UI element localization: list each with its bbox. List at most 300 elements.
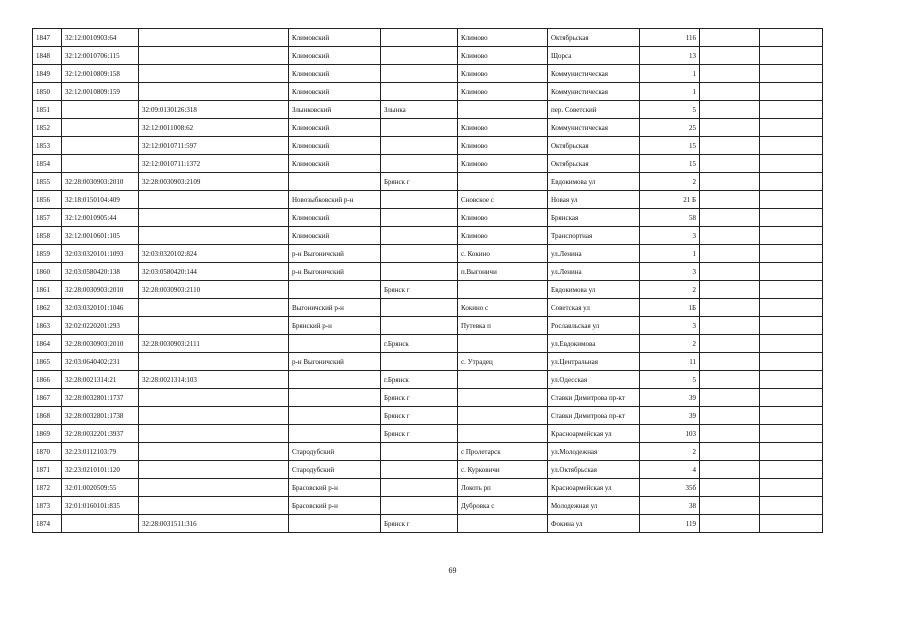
street-cell: Щорса xyxy=(548,47,640,65)
street-cell: Новая ул xyxy=(548,191,640,209)
settlement-cell: Кокино с xyxy=(458,299,548,317)
settlement-cell: Климово xyxy=(458,227,548,245)
district-cell xyxy=(289,371,381,389)
house-number-cell: 15 xyxy=(640,155,700,173)
house-number-cell: 39 xyxy=(640,389,700,407)
cadastral-number-cell: 32:12:0010903:64 xyxy=(62,29,139,47)
table-row xyxy=(33,173,823,191)
city-cell xyxy=(381,263,458,281)
street-cell: ул.Евдокимова xyxy=(548,335,640,353)
district-cell: Климовский xyxy=(289,119,381,137)
cadastral-number-2-cell xyxy=(139,389,289,407)
cadastral-number-cell: 32:12:0010809:158 xyxy=(62,65,139,83)
row-number-cell: 1855 xyxy=(33,173,62,191)
page-number: 69 xyxy=(448,566,457,575)
district-cell: Брасовский р-н xyxy=(289,479,381,497)
cadastral-number-2-cell: 32:28:0030903:2111 xyxy=(139,335,289,353)
table-row xyxy=(33,317,823,335)
house-number-cell: 1Б xyxy=(640,299,700,317)
cadastral-number-cell xyxy=(62,101,139,119)
table-row xyxy=(33,353,823,371)
extra-cell-1 xyxy=(700,191,760,209)
cadastral-number-2-cell xyxy=(139,191,289,209)
cadastral-number-cell: 32:28:0030903:2010 xyxy=(62,173,139,191)
district-cell: Брянский р-н xyxy=(289,317,381,335)
extra-cell-1 xyxy=(700,515,760,533)
street-cell: ул.Центральная xyxy=(548,353,640,371)
extra-cell-2 xyxy=(760,191,823,209)
cadastral-number-2-cell: 32:28:0021314:103 xyxy=(139,371,289,389)
row-number-cell: 1856 xyxy=(33,191,62,209)
table-row xyxy=(33,191,823,209)
row-number-cell: 1853 xyxy=(33,137,62,155)
extra-cell-1 xyxy=(700,245,760,263)
street-cell: ул.Ленина xyxy=(548,263,640,281)
cadastral-number-cell: 32:12:0010601:105 xyxy=(62,227,139,245)
city-cell xyxy=(381,299,458,317)
table-row xyxy=(33,137,823,155)
settlement-cell: Климово xyxy=(458,29,548,47)
settlement-cell: п.Выгоничи xyxy=(458,263,548,281)
street-cell: Октябрьская xyxy=(548,29,640,47)
district-cell: Климовский xyxy=(289,227,381,245)
table-row xyxy=(33,425,823,443)
district-cell: Климовский xyxy=(289,65,381,83)
house-number-cell: 2 xyxy=(640,443,700,461)
cadastral-number-2-cell xyxy=(139,299,289,317)
street-cell: Транспортная xyxy=(548,227,640,245)
settlement-cell: Климово xyxy=(458,65,548,83)
row-number-cell: 1861 xyxy=(33,281,62,299)
cadastral-number-cell: 32:28:0032801:1737 xyxy=(62,389,139,407)
extra-cell-1 xyxy=(700,101,760,119)
extra-cell-2 xyxy=(760,497,823,515)
extra-cell-1 xyxy=(700,263,760,281)
district-cell: Климовский xyxy=(289,29,381,47)
row-number-cell: 1847 xyxy=(33,29,62,47)
extra-cell-2 xyxy=(760,317,823,335)
row-number-cell: 1852 xyxy=(33,119,62,137)
table-row xyxy=(33,83,823,101)
cadastral-number-2-cell xyxy=(139,83,289,101)
table-row xyxy=(33,227,823,245)
row-number-cell: 1851 xyxy=(33,101,62,119)
row-number-cell: 1850 xyxy=(33,83,62,101)
cadastral-number-cell: 32:28:0030903:2010 xyxy=(62,281,139,299)
street-cell: Коммунистическая xyxy=(548,119,640,137)
district-cell: р-н Выгоничский xyxy=(289,263,381,281)
extra-cell-2 xyxy=(760,245,823,263)
table-row xyxy=(33,299,823,317)
table-row xyxy=(33,497,823,515)
district-cell: Стародубский xyxy=(289,443,381,461)
settlement-cell xyxy=(458,425,548,443)
cadastral-number-cell: 32:03:0580420:138 xyxy=(62,263,139,281)
house-number-cell: 3 xyxy=(640,227,700,245)
street-cell: пер. Советский xyxy=(548,101,640,119)
cadastral-number-2-cell xyxy=(139,317,289,335)
row-number-cell: 1860 xyxy=(33,263,62,281)
cadastral-number-2-cell: 32:09:0130126:318 xyxy=(139,101,289,119)
street-cell: Рославльская ул xyxy=(548,317,640,335)
street-cell: ул.Молодежная xyxy=(548,443,640,461)
settlement-cell: Локоть рп xyxy=(458,479,548,497)
cadastral-number-cell: 32:28:0021314:21 xyxy=(62,371,139,389)
row-number-cell: 1867 xyxy=(33,389,62,407)
table-row xyxy=(33,335,823,353)
cadastral-number-2-cell xyxy=(139,227,289,245)
city-cell: г.Брянск xyxy=(381,335,458,353)
district-cell: р-н Выгоничский xyxy=(289,245,381,263)
district-cell: Выгоничский р-н xyxy=(289,299,381,317)
cadastral-number-2-cell xyxy=(139,65,289,83)
settlement-cell xyxy=(458,335,548,353)
table-row xyxy=(33,371,823,389)
cadastral-number-2-cell: 32:28:0030903:2109 xyxy=(139,173,289,191)
street-cell: Фокина ул xyxy=(548,515,640,533)
row-number-cell: 1872 xyxy=(33,479,62,497)
settlement-cell xyxy=(458,371,548,389)
street-cell: Советская ул xyxy=(548,299,640,317)
settlement-cell xyxy=(458,281,548,299)
cadastral-number-2-cell xyxy=(139,29,289,47)
row-number-cell: 1874 xyxy=(33,515,62,533)
extra-cell-1 xyxy=(700,299,760,317)
table-row xyxy=(33,47,823,65)
house-number-cell: 3 xyxy=(640,317,700,335)
house-number-cell: 3 xyxy=(640,263,700,281)
city-cell xyxy=(381,191,458,209)
cadastral-number-2-cell: 32:03:0320102:824 xyxy=(139,245,289,263)
district-cell: Климовский xyxy=(289,83,381,101)
house-number-cell: 39 xyxy=(640,407,700,425)
settlement-cell: Климово xyxy=(458,119,548,137)
extra-cell-1 xyxy=(700,461,760,479)
extra-cell-1 xyxy=(700,497,760,515)
city-cell xyxy=(381,29,458,47)
settlement-cell: Дубровка с xyxy=(458,497,548,515)
cadastral-number-cell: 32:28:0032801:1738 xyxy=(62,407,139,425)
district-cell xyxy=(289,335,381,353)
house-number-cell: 58 xyxy=(640,209,700,227)
cadastral-number-2-cell xyxy=(139,497,289,515)
house-number-cell: 2 xyxy=(640,281,700,299)
cadastral-number-2-cell: 32:12:0010711:597 xyxy=(139,137,289,155)
house-number-cell: 2 xyxy=(640,173,700,191)
street-cell: ул.Ленина xyxy=(548,245,640,263)
extra-cell-2 xyxy=(760,299,823,317)
extra-cell-2 xyxy=(760,137,823,155)
city-cell: Брянск г xyxy=(381,389,458,407)
table-row xyxy=(33,443,823,461)
cadastral-number-2-cell: 32:28:0031511:316 xyxy=(139,515,289,533)
extra-cell-2 xyxy=(760,119,823,137)
extra-cell-2 xyxy=(760,425,823,443)
city-cell: Брянск г xyxy=(381,173,458,191)
row-number-cell: 1865 xyxy=(33,353,62,371)
house-number-cell: 35б xyxy=(640,479,700,497)
table-row xyxy=(33,407,823,425)
row-number-cell: 1869 xyxy=(33,425,62,443)
cadastral-number-cell: 32:02:0220201:293 xyxy=(62,317,139,335)
cadastral-number-cell: 32:23:0112103:79 xyxy=(62,443,139,461)
city-cell xyxy=(381,47,458,65)
table-row xyxy=(33,245,823,263)
city-cell xyxy=(381,479,458,497)
cadastral-number-2-cell xyxy=(139,47,289,65)
settlement-cell xyxy=(458,389,548,407)
extra-cell-1 xyxy=(700,119,760,137)
city-cell xyxy=(381,137,458,155)
district-cell xyxy=(289,173,381,191)
settlement-cell: Климово xyxy=(458,47,548,65)
table-row xyxy=(33,101,823,119)
cadastral-number-cell: 32:03:0320101:1046 xyxy=(62,299,139,317)
extra-cell-2 xyxy=(760,65,823,83)
house-number-cell: 5 xyxy=(640,371,700,389)
cadastral-number-cell: 32:23:0210101:120 xyxy=(62,461,139,479)
district-cell: Злынковский xyxy=(289,101,381,119)
house-number-cell: 1 xyxy=(640,245,700,263)
extra-cell-2 xyxy=(760,461,823,479)
extra-cell-1 xyxy=(700,155,760,173)
street-cell: Брянская xyxy=(548,209,640,227)
table-row xyxy=(33,263,823,281)
extra-cell-2 xyxy=(760,47,823,65)
city-cell xyxy=(381,353,458,371)
city-cell xyxy=(381,245,458,263)
settlement-cell xyxy=(458,173,548,191)
district-cell xyxy=(289,425,381,443)
table-row xyxy=(33,281,823,299)
row-number-cell: 1848 xyxy=(33,47,62,65)
extra-cell-1 xyxy=(700,407,760,425)
house-number-cell: 2 xyxy=(640,335,700,353)
street-cell: Молодежная ул xyxy=(548,497,640,515)
extra-cell-1 xyxy=(700,47,760,65)
house-number-cell: 1 xyxy=(640,83,700,101)
city-cell: Брянск г xyxy=(381,281,458,299)
row-number-cell: 1871 xyxy=(33,461,62,479)
row-number-cell: 1854 xyxy=(33,155,62,173)
row-number-cell: 1849 xyxy=(33,65,62,83)
extra-cell-1 xyxy=(700,389,760,407)
extra-cell-1 xyxy=(700,209,760,227)
cadastral-number-cell xyxy=(62,137,139,155)
cadastral-number-2-cell xyxy=(139,353,289,371)
settlement-cell: Климово xyxy=(458,137,548,155)
registry-table-body xyxy=(33,29,823,533)
extra-cell-1 xyxy=(700,65,760,83)
row-number-cell: 1873 xyxy=(33,497,62,515)
street-cell: ул.Октябрьская xyxy=(548,461,640,479)
table-row xyxy=(33,461,823,479)
extra-cell-2 xyxy=(760,83,823,101)
table-row xyxy=(33,155,823,173)
extra-cell-2 xyxy=(760,515,823,533)
district-cell: р-н Выгоничский xyxy=(289,353,381,371)
street-cell: Евдокимова ул xyxy=(548,281,640,299)
settlement-cell: Сновское с xyxy=(458,191,548,209)
house-number-cell: 25 xyxy=(640,119,700,137)
street-cell: Коммунистическая xyxy=(548,83,640,101)
settlement-cell xyxy=(458,515,548,533)
city-cell xyxy=(381,317,458,335)
cadastral-number-cell: 32:03:0320101:1093 xyxy=(62,245,139,263)
extra-cell-2 xyxy=(760,443,823,461)
house-number-cell: 116 xyxy=(640,29,700,47)
city-cell: Брянск г xyxy=(381,407,458,425)
district-cell: Новозыбковский р-н xyxy=(289,191,381,209)
district-cell: Климовский xyxy=(289,209,381,227)
house-number-cell: 11 xyxy=(640,353,700,371)
extra-cell-1 xyxy=(700,443,760,461)
house-number-cell: 13 xyxy=(640,47,700,65)
house-number-cell: 103 xyxy=(640,425,700,443)
street-cell: ул.Одесская xyxy=(548,371,640,389)
city-cell xyxy=(381,461,458,479)
cadastral-number-2-cell xyxy=(139,479,289,497)
settlement-cell: с. Курковичи xyxy=(458,461,548,479)
city-cell xyxy=(381,443,458,461)
cadastral-number-cell xyxy=(62,119,139,137)
cadastral-number-2-cell xyxy=(139,407,289,425)
row-number-cell: 1859 xyxy=(33,245,62,263)
city-cell xyxy=(381,227,458,245)
cadastral-number-2-cell: 32:12:0010711:1372 xyxy=(139,155,289,173)
city-cell: Брянск г xyxy=(381,515,458,533)
extra-cell-1 xyxy=(700,281,760,299)
city-cell xyxy=(381,83,458,101)
extra-cell-2 xyxy=(760,353,823,371)
row-number-cell: 1870 xyxy=(33,443,62,461)
cadastral-number-2-cell: 32:03:0580420:144 xyxy=(139,263,289,281)
extra-cell-2 xyxy=(760,29,823,47)
extra-cell-1 xyxy=(700,353,760,371)
cadastral-number-cell: 32:12:0010809:159 xyxy=(62,83,139,101)
cadastral-number-2-cell: 32:28:0030903:2110 xyxy=(139,281,289,299)
table-row xyxy=(33,479,823,497)
extra-cell-2 xyxy=(760,335,823,353)
house-number-cell: 1 xyxy=(640,65,700,83)
table-row xyxy=(33,65,823,83)
settlement-cell: с Пролетарск xyxy=(458,443,548,461)
settlement-cell: Климово xyxy=(458,155,548,173)
cadastral-number-cell xyxy=(62,155,139,173)
street-cell: Ставки Димитрова пр-кт xyxy=(548,389,640,407)
table-row xyxy=(33,389,823,407)
cadastral-number-cell: 32:01:0160101:835 xyxy=(62,497,139,515)
settlement-cell xyxy=(458,101,548,119)
cadastral-number-2-cell xyxy=(139,425,289,443)
house-number-cell: 15 xyxy=(640,137,700,155)
row-number-cell: 1868 xyxy=(33,407,62,425)
city-cell: Злынка xyxy=(381,101,458,119)
cadastral-number-cell: 32:28:0032201:3937 xyxy=(62,425,139,443)
extra-cell-2 xyxy=(760,209,823,227)
city-cell xyxy=(381,65,458,83)
settlement-cell: с. Утрадец xyxy=(458,353,548,371)
cadastral-number-cell xyxy=(62,515,139,533)
extra-cell-2 xyxy=(760,227,823,245)
house-number-cell: 5 xyxy=(640,101,700,119)
row-number-cell: 1858 xyxy=(33,227,62,245)
extra-cell-1 xyxy=(700,137,760,155)
district-cell xyxy=(289,407,381,425)
district-cell: Климовский xyxy=(289,47,381,65)
street-cell: Ставки Димитрова пр-кт xyxy=(548,407,640,425)
extra-cell-1 xyxy=(700,173,760,191)
street-cell: Октябрьская xyxy=(548,155,640,173)
settlement-cell: с. Кокино xyxy=(458,245,548,263)
cadastral-number-2-cell xyxy=(139,209,289,227)
settlement-cell: Климово xyxy=(458,209,548,227)
district-cell: Климовский xyxy=(289,155,381,173)
house-number-cell: 21 Б xyxy=(640,191,700,209)
table-row xyxy=(33,209,823,227)
street-cell: Коммунистическая xyxy=(548,65,640,83)
row-number-cell: 1864 xyxy=(33,335,62,353)
table-row xyxy=(33,119,823,137)
house-number-cell: 119 xyxy=(640,515,700,533)
extra-cell-1 xyxy=(700,371,760,389)
cadastral-number-cell: 32:01:0020509:55 xyxy=(62,479,139,497)
extra-cell-2 xyxy=(760,281,823,299)
row-number-cell: 1862 xyxy=(33,299,62,317)
table-row xyxy=(33,515,823,533)
city-cell xyxy=(381,155,458,173)
settlement-cell xyxy=(458,407,548,425)
extra-cell-1 xyxy=(700,425,760,443)
extra-cell-2 xyxy=(760,155,823,173)
city-cell xyxy=(381,209,458,227)
city-cell xyxy=(381,497,458,515)
district-cell: Брасовский р-н xyxy=(289,497,381,515)
district-cell: Стародубский xyxy=(289,461,381,479)
street-cell: Красноармейская ул xyxy=(548,425,640,443)
city-cell: г.Брянск xyxy=(381,371,458,389)
registry-table xyxy=(32,28,823,533)
extra-cell-2 xyxy=(760,173,823,191)
row-number-cell: 1866 xyxy=(33,371,62,389)
district-cell xyxy=(289,515,381,533)
extra-cell-2 xyxy=(760,263,823,281)
extra-cell-1 xyxy=(700,479,760,497)
cadastral-number-2-cell xyxy=(139,443,289,461)
extra-cell-2 xyxy=(760,371,823,389)
row-number-cell: 1857 xyxy=(33,209,62,227)
row-number-cell: 1863 xyxy=(33,317,62,335)
extra-cell-2 xyxy=(760,479,823,497)
street-cell: Октябрьская xyxy=(548,137,640,155)
district-cell: Климовский xyxy=(289,137,381,155)
city-cell xyxy=(381,119,458,137)
street-cell: Евдокимова ул xyxy=(548,173,640,191)
cadastral-number-2-cell: 32:12:0011008:62 xyxy=(139,119,289,137)
cadastral-number-cell: 32:28:0030903:2010 xyxy=(62,335,139,353)
cadastral-number-cell: 32:12:0010706:115 xyxy=(62,47,139,65)
house-number-cell: 4 xyxy=(640,461,700,479)
extra-cell-1 xyxy=(700,317,760,335)
extra-cell-2 xyxy=(760,407,823,425)
extra-cell-1 xyxy=(700,29,760,47)
settlement-cell: Климово xyxy=(458,83,548,101)
table-row xyxy=(33,29,823,47)
cadastral-number-cell: 32:18:0150104:409 xyxy=(62,191,139,209)
extra-cell-1 xyxy=(700,83,760,101)
extra-cell-2 xyxy=(760,101,823,119)
settlement-cell: Путевка п xyxy=(458,317,548,335)
